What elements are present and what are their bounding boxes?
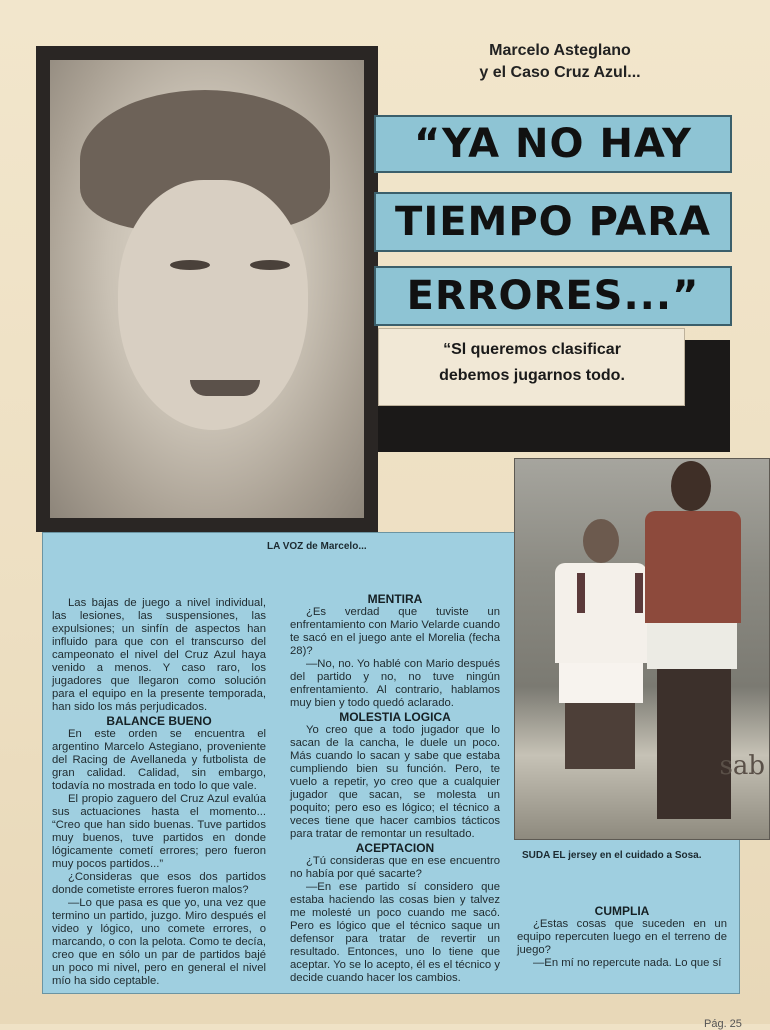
- section-subtitle: ACEPTACION: [355, 841, 435, 855]
- kicker: [430, 40, 690, 84]
- paragraph: —No, no. Yo hablé con Mario después del partido y no, no tuve ningún enfrentamiento. Al contrario, hablamos muy bien y todo quedó aclarado.: [290, 658, 500, 709]
- headline-line-2: TIEMPO PARA: [374, 192, 732, 252]
- player-legs: [565, 703, 635, 769]
- subhead-line-2: debemos jugarnos todo.: [439, 367, 625, 384]
- paragraph: ¿Consideras que esos dos partidos donde cometiste errores fueron malos?: [52, 871, 266, 896]
- section-subtitle: MOLESTIA LOGICA: [339, 710, 451, 724]
- paragraph: —En mí no repercute nada. Lo que sí: [533, 957, 722, 969]
- headline-line-1: “YA NO HAY: [374, 115, 732, 173]
- paragraph: En este orden se encuentra el argentino Marcelo Astegiano, proveniente del Racing de Avellaneda y futbolista de gran calidad. Calidad, sin embargo, todavía no mostrada en todo lo que vale.: [52, 728, 266, 792]
- paragraph: Yo creo que a todo jugador que lo sacan de la cancha, le duele un poco. Más cuando lo sacan y sabe que estaba cumpliendo bien su función. Pero, te vuelo a repetir, yo creo que a cualquier jugador que sacan, se molesta un poquito; pero eso es lógico; el técnico a veces tiene que hacer cambios tácticos para tratar de remontar un resultado.: [290, 724, 500, 840]
- action-caption: SUDA EL jersey en el cuidado a Sosa.: [522, 850, 702, 861]
- paragraph: —En ese partido sí considero que estaba haciendo las cosas bien y talvez me molesté un poco cuando me sacó. Pero es lógico que el técnico saque un defensor para tratar de revertir un resultado. Entonces, uno lo tiene que aceptar. Yo se lo acepto, él es el técnico y decide cuando hacer los cambios.: [290, 881, 500, 984]
- action-photo: [514, 458, 770, 840]
- portrait-photo-frame: [36, 46, 378, 532]
- player-head: [671, 461, 711, 511]
- paragraph: ¿Estas cosas que suceden en un equipo repercuten luego en el terreno de juego?: [517, 918, 727, 956]
- article-column-1: [52, 597, 266, 988]
- player-jersey: [645, 511, 741, 623]
- player-shorts: [559, 663, 643, 703]
- player-head: [583, 519, 619, 563]
- section-subtitle: CUMPLIA: [594, 904, 650, 918]
- player-legs: [657, 669, 731, 819]
- kicker-line-2: y el Caso Cruz Azul...: [479, 64, 641, 81]
- portrait-eye-left: [170, 260, 210, 270]
- paragraph: ¿Tú consideras que en ese encuentro no había por qué sacarte?: [290, 855, 500, 880]
- player-shorts: [647, 623, 737, 669]
- portrait-mouth: [190, 380, 260, 396]
- subhead: [387, 337, 677, 389]
- portrait-photo: [50, 60, 364, 518]
- page-number: Pág. 25: [704, 1018, 742, 1030]
- jersey-v-stripe: [577, 573, 643, 613]
- paragraph: Las bajas de juego a nivel individual, las lesiones, las suspensiones, las expulsiones; un sinfín de aspectos han influido para que con el transcurso del campeonato el nivel del Cruz Azul haya venido a menos. Y caso raro, los jugadores que llegaron como solución para el equipo en la presente temporada, han sido los más perjudicados.: [52, 597, 266, 713]
- article-column-3: [517, 904, 727, 970]
- subhead-box: [378, 328, 685, 406]
- section-subtitle: BALANCE BUENO: [106, 714, 212, 728]
- headline-line-3: ERRORES...”: [374, 266, 732, 326]
- section-subtitle: MENTIRA: [367, 592, 423, 606]
- player-jersey: [555, 563, 647, 663]
- paragraph: —Lo que pasa es que yo, una vez que termino un partido, juzgo. Miro después el video y lógico, uno comete errores, o marcando, o con la pelota. Como te decía, creo que en sólo un par de partidos bajé un poco mi nivel, pero en general el nivel mío ha sido ceptable.: [52, 897, 266, 987]
- stadium-sign: sab: [719, 751, 765, 781]
- paragraph: El propio zaguero del Cruz Azul evalúa sus actuaciones hasta el momento... “Creo que han sido buenas. Tuve partidos muy buenos, tuve partidos en donde lógicamente cometí errores; pero fueron muy pocos partidos...”: [52, 793, 266, 870]
- paragraph: ¿Es verdad que tuviste un enfrentamiento con Mario Velarde cuando te sacó en el juego ante el Morelia (fecha 28)?: [290, 606, 500, 657]
- portrait-caption: LA VOZ de Marcelo...: [267, 541, 367, 552]
- portrait-eye-right: [250, 260, 290, 270]
- article-column-2: [290, 592, 500, 985]
- subhead-line-1: “Sl queremos clasificar: [443, 341, 621, 358]
- kicker-line-1: Marcelo Asteglano: [489, 42, 631, 59]
